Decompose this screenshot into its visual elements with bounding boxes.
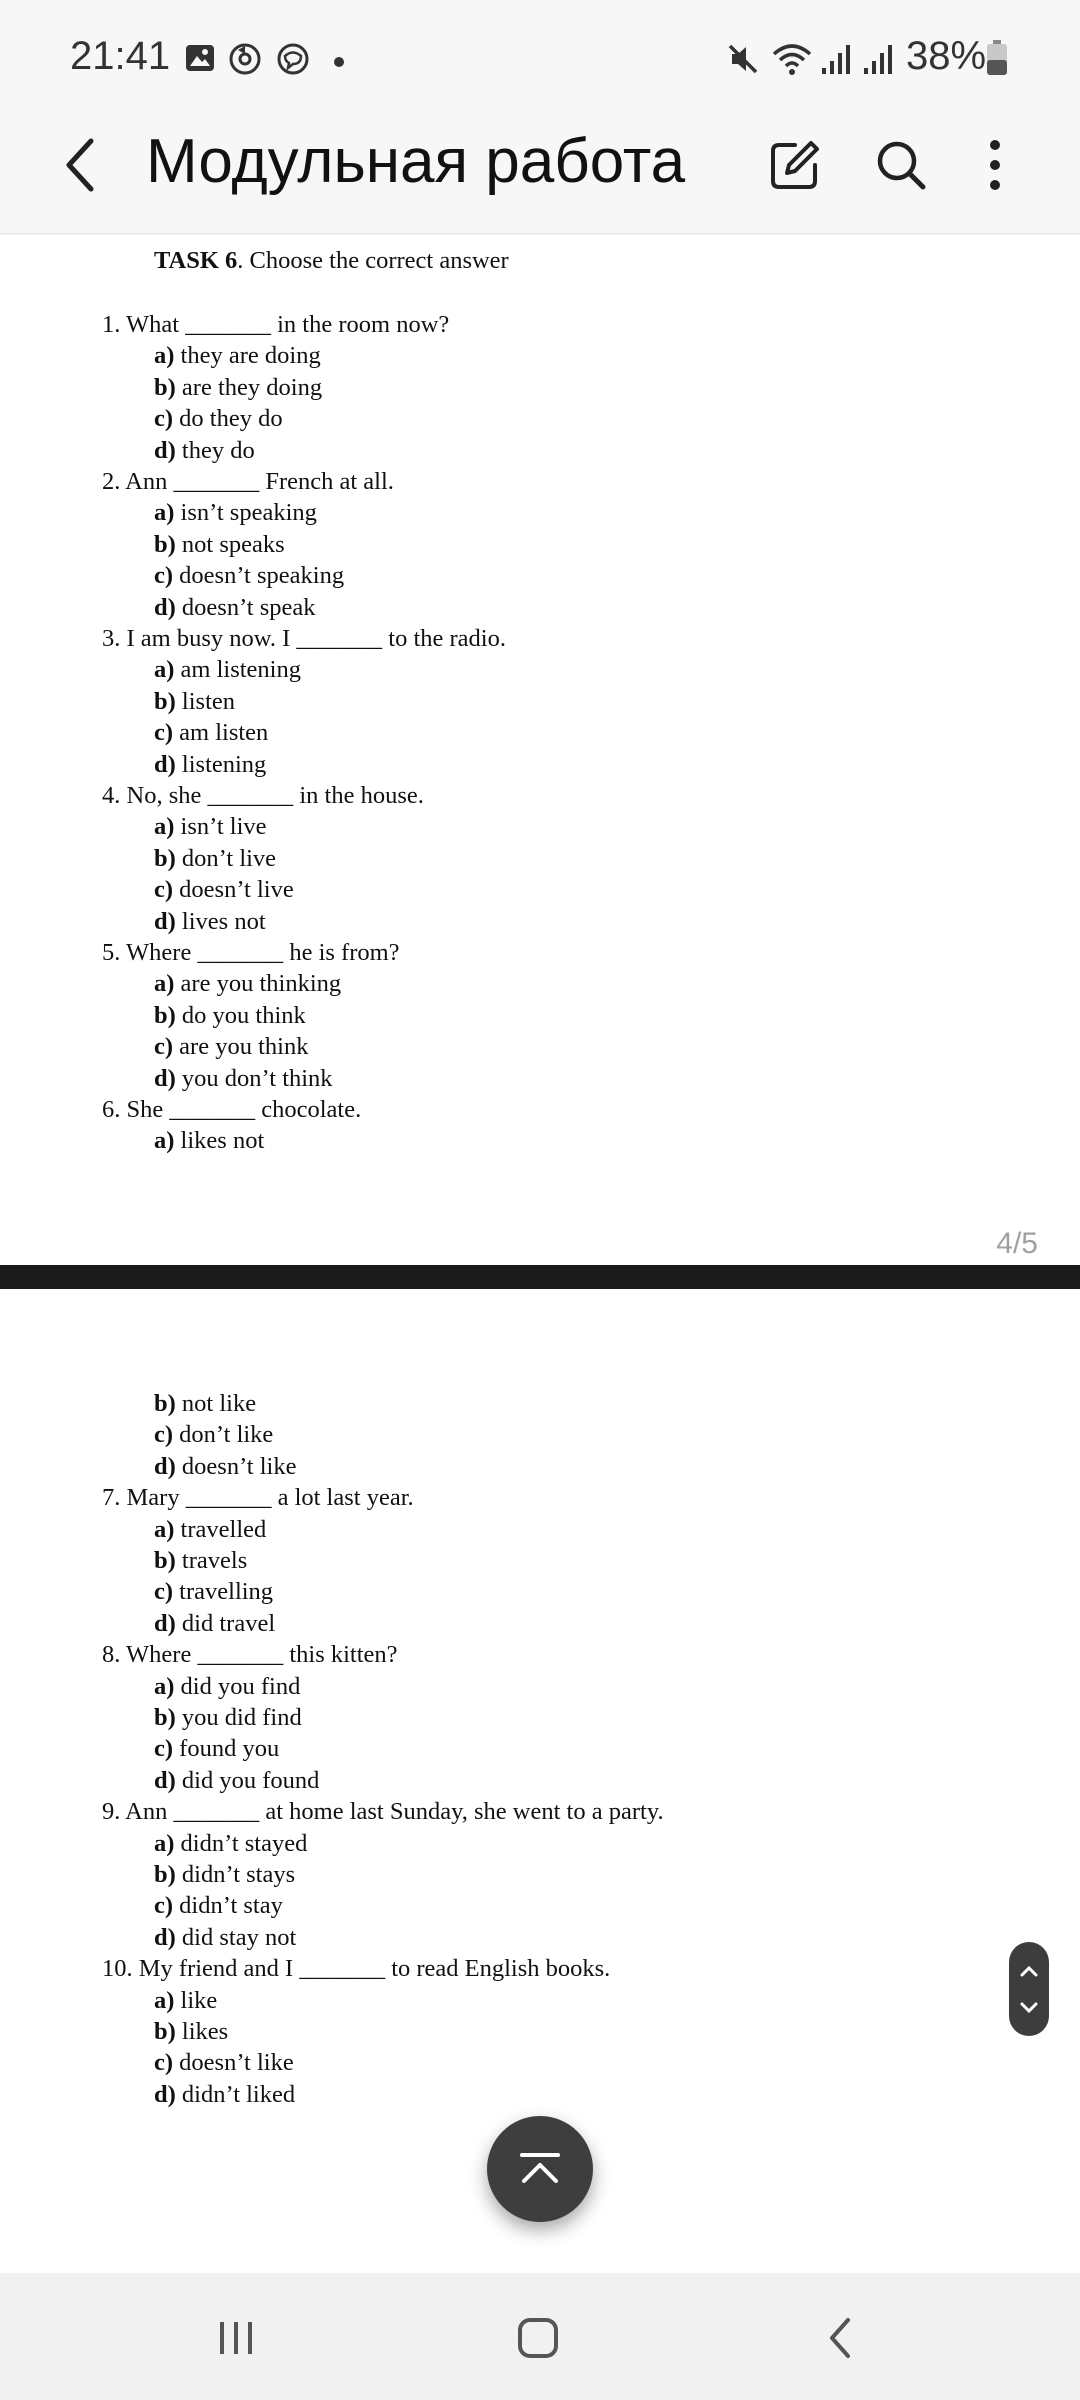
task-title (154, 247, 509, 275)
option-text: not speaks (175, 530, 285, 558)
answer-option (154, 1453, 296, 1481)
document-page-4 (0, 235, 1080, 1265)
edit-icon (767, 137, 823, 193)
answer-option (154, 1610, 275, 1638)
option-letter: c) (154, 1578, 174, 1606)
chevron-up-icon (1020, 1965, 1038, 1977)
option-letter: b) (154, 2018, 176, 2045)
option-text: doesn’t like (175, 1452, 297, 1480)
question-text: 4. No, she _______ in the house. (102, 782, 424, 809)
option-letter: b) (154, 530, 176, 558)
option-letter: b) (154, 1861, 176, 1888)
answer-option (154, 845, 276, 873)
option-letter: a) (154, 499, 175, 527)
option-letter: c) (154, 2049, 174, 2077)
option-text: you did find (175, 1704, 302, 1731)
option-letter: c) (154, 562, 174, 590)
recents-icon (214, 2316, 258, 2360)
question-text: 3. I am busy now. I _______ to the radio. (102, 625, 506, 652)
question-text: 9. Ann _______ at home last Sunday, she went to a party. (102, 1798, 664, 1826)
option-text: like (174, 1986, 218, 2014)
answer-option (154, 1735, 279, 1763)
option-text: didn’t stay (173, 1892, 283, 1920)
option-text: are they doing (175, 373, 323, 401)
answer-option (154, 1127, 264, 1155)
option-letter: b) (154, 1390, 176, 1417)
answer-option (154, 2018, 228, 2046)
option-text: likes not (174, 1127, 265, 1155)
question-text: 7. Mary _______ a lot last year. (102, 1484, 414, 1512)
option-text: did you find (174, 1672, 301, 1700)
answer-option (154, 562, 344, 590)
answer-option (154, 374, 322, 402)
option-letter: b) (154, 687, 176, 715)
option-letter: c) (154, 1892, 174, 1920)
answer-option (154, 405, 283, 433)
option-text: am listening (174, 656, 301, 684)
option-letter: a) (154, 970, 175, 998)
answer-option (154, 1547, 247, 1575)
status-time: 21:41 (70, 34, 171, 78)
question-text: 8. Where _______ this kitten? (102, 1641, 398, 1669)
nav-back-button[interactable] (800, 2303, 880, 2373)
answer-option (154, 1861, 295, 1889)
app-bar (0, 120, 1080, 234)
answer-option (154, 1033, 308, 1061)
option-letter: c) (154, 1421, 174, 1449)
dot-icon (334, 54, 344, 72)
option-letter: d) (154, 1064, 176, 1092)
page-separator (0, 1265, 1080, 1289)
answer-option (154, 1065, 333, 1093)
answer-option (154, 1892, 283, 1920)
answer-option (154, 499, 317, 527)
question-text: 10. My friend and I _______ to read English books. (102, 1955, 611, 1983)
option-text: listen (175, 687, 236, 715)
option-letter: b) (154, 1704, 176, 1731)
option-text: isn’t speaking (174, 499, 317, 527)
option-letter: c) (154, 1033, 174, 1061)
more-vertical-icon (987, 139, 1003, 191)
option-text: listening (175, 750, 267, 778)
page-title: Модульная работа (146, 127, 686, 196)
option-letter: d) (154, 2080, 176, 2108)
option-text: are you thinking (174, 970, 342, 998)
answer-option (154, 1673, 300, 1701)
option-text: lives not (175, 907, 266, 935)
question-text: 5. Where _______ he is from? (102, 939, 400, 966)
answer-option (154, 688, 235, 716)
answer-option (154, 1516, 266, 1544)
option-text: likes (175, 2018, 229, 2045)
option-text: doesn’t live (173, 876, 294, 904)
status-bar (0, 0, 1080, 120)
scroll-to-top-icon (518, 2151, 562, 2187)
option-letter: b) (154, 1001, 176, 1029)
option-text: are you think (173, 1033, 309, 1061)
option-text: not like (175, 1390, 257, 1417)
fast-scroll-handle[interactable] (1009, 1942, 1049, 2036)
option-text: don’t live (175, 844, 277, 872)
signal-icon (820, 42, 854, 81)
option-letter: a) (154, 1672, 175, 1700)
search-button[interactable] (866, 130, 936, 200)
option-text: didn’t stays (175, 1861, 296, 1888)
option-letter: c) (154, 405, 174, 433)
answer-option (154, 813, 267, 841)
question-text: 6. She _______ chocolate. (102, 1096, 362, 1123)
option-text: travelling (173, 1578, 274, 1606)
option-text: doesn’t speaking (173, 562, 345, 590)
task-title-bold: TASK 6 (154, 247, 238, 274)
option-text: travelled (174, 1515, 267, 1543)
option-letter: a) (154, 1829, 175, 1857)
answer-option (154, 1002, 306, 1030)
option-text: they do (175, 436, 255, 464)
option-letter: d) (154, 1452, 176, 1480)
option-letter: d) (154, 593, 176, 621)
option-letter: b) (154, 844, 176, 872)
wifi-icon (772, 42, 812, 81)
question-text: 2. Ann _______ French at all. (102, 468, 394, 495)
option-text: found you (173, 1735, 280, 1763)
option-letter: a) (154, 342, 175, 370)
option-text: didn’t liked (175, 2080, 296, 2108)
page-indicator: 4/5 (996, 1227, 1038, 1260)
question-text: 1. What _______ in the room now? (102, 311, 450, 338)
option-text: did stay not (175, 1923, 297, 1951)
sync-icon (228, 42, 262, 81)
edit-button[interactable] (760, 130, 830, 200)
answer-option (154, 719, 268, 747)
answer-option (154, 1830, 307, 1858)
answer-option (154, 970, 341, 998)
option-text: isn’t live (174, 813, 267, 841)
answer-option (154, 1924, 296, 1952)
answer-option (154, 751, 266, 779)
option-letter: c) (154, 876, 174, 904)
option-letter: d) (154, 1766, 176, 1794)
battery-icon (986, 40, 1008, 81)
answer-option (154, 1421, 273, 1449)
option-text: did travel (175, 1609, 276, 1637)
option-letter: a) (154, 1986, 175, 2014)
recents-button[interactable] (196, 2303, 276, 2373)
option-letter: c) (154, 1735, 174, 1763)
answer-option (154, 1704, 302, 1732)
option-text: travels (175, 1547, 248, 1574)
option-text: doesn’t speak (175, 593, 316, 621)
answer-option (154, 1390, 256, 1418)
option-letter: d) (154, 1609, 176, 1637)
back-button[interactable] (46, 130, 116, 200)
search-icon (873, 137, 929, 193)
battery-percent: 38% (906, 34, 987, 78)
more-options-button[interactable] (960, 130, 1030, 200)
answer-option (154, 437, 255, 465)
option-letter: b) (154, 1547, 176, 1574)
chat-bubble-icon (276, 42, 310, 81)
mute-icon (726, 42, 760, 81)
task-title-rest: . Choose the correct answer (237, 247, 509, 274)
option-letter: d) (154, 1923, 176, 1951)
chevron-down-icon (1020, 2002, 1038, 2014)
back-arrow-icon (61, 137, 101, 193)
option-text: do they do (173, 405, 283, 433)
option-text: did you found (175, 1766, 320, 1794)
option-letter: a) (154, 1127, 175, 1155)
image-icon (184, 42, 216, 79)
answer-option (154, 594, 316, 622)
option-text: doesn’t like (173, 2049, 294, 2077)
navigation-bar (0, 2273, 1080, 2400)
scroll-to-top-button[interactable] (487, 2116, 593, 2222)
option-text: you don’t think (175, 1064, 333, 1092)
option-text: do you think (175, 1001, 306, 1029)
answer-option (154, 908, 266, 936)
option-letter: d) (154, 907, 176, 935)
answer-option (154, 2081, 295, 2109)
option-text: didn’t stayed (174, 1829, 308, 1857)
option-letter: a) (154, 656, 175, 684)
nav-back-icon (822, 2314, 858, 2362)
option-letter: a) (154, 813, 175, 841)
answer-option (154, 656, 301, 684)
answer-option (154, 531, 285, 559)
option-text: they are doing (174, 342, 321, 370)
option-letter: d) (154, 436, 176, 464)
signal-icon (862, 42, 896, 81)
answer-option (154, 876, 294, 904)
answer-option (154, 342, 321, 370)
home-icon (514, 2314, 562, 2362)
option-text: am listen (173, 719, 269, 747)
answer-option (154, 1767, 319, 1795)
option-letter: b) (154, 373, 176, 401)
home-button[interactable] (498, 2303, 578, 2373)
option-letter: d) (154, 750, 176, 778)
option-letter: c) (154, 719, 174, 747)
answer-option (154, 2049, 294, 2077)
answer-option (154, 1578, 273, 1606)
option-letter: a) (154, 1515, 175, 1543)
option-text: don’t like (173, 1421, 274, 1449)
answer-option (154, 1987, 217, 2015)
